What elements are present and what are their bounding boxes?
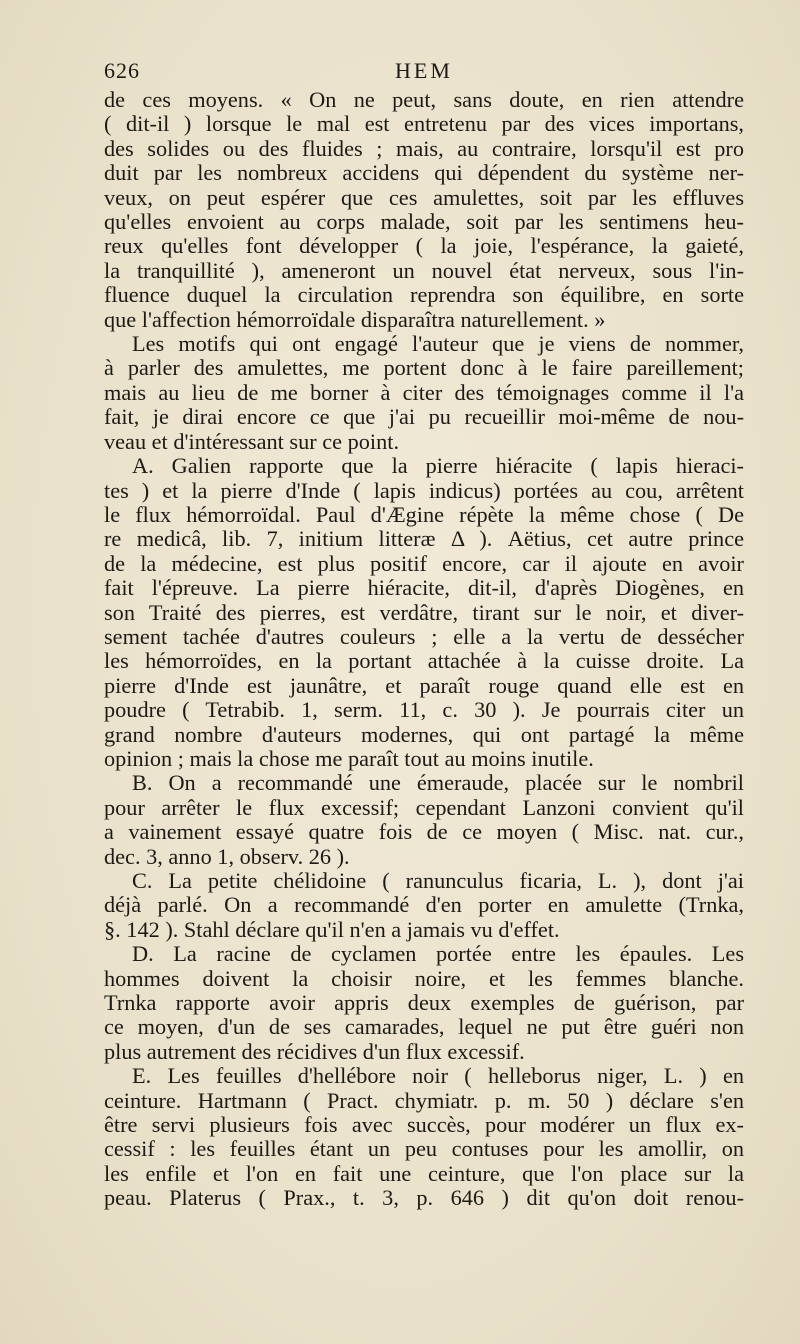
text-line: veau et d'intéressant sur ce point. [104, 428, 400, 454]
text-line: grand nombre d'auteurs modernes, qui ont partagé la même [104, 721, 744, 747]
text-line: que l'affection hémorroïdale disparaîtra naturellement. » [104, 306, 606, 332]
text-line: pierre d'Inde est jaunâtre, et paraît rouge quand elle est en [104, 672, 744, 698]
text-line: Trnka rapporte avoir appris deux exemples de guérison, par [104, 990, 744, 1016]
text-line: déjà parlé. On a recommandé d'en porter en amulette (Trnka, [104, 892, 744, 918]
text-line: §. 142 ). Stahl déclare qu'il n'en a jamais vu d'effet. [104, 916, 560, 942]
page-header [104, 58, 744, 88]
text-line: A. Galien rapporte que la pierre hiéracite ( lapis hieraci- [132, 453, 744, 479]
text-line: ( dit-il ) lorsque le mal est entretenu par des vices importans, [104, 111, 744, 137]
text-line: reux qu'elles font développer ( la joie, l'espérance, la gaieté, [104, 233, 744, 259]
text-line: opinion ; mais la chose me paraît tout au moins inutile. [104, 745, 594, 771]
text-line: la tranquillité ), ameneront un nouvel état nerveux, sous l'in- [104, 257, 744, 283]
text-line: veux, on peut espérer que ces amulettes, soit par les effluves [104, 184, 744, 210]
text-line: ceinture. Hartmann ( Pract. chymiatr. p. m. 50 ) déclare s'en [104, 1087, 744, 1113]
running-head: HEM [395, 58, 453, 83]
text-line: qu'elles envoient au corps malade, soit par les sentimens heu- [104, 209, 744, 235]
text-line: le flux hémorroïdal. Paul d'Ægine répète la même chose ( De [104, 501, 744, 527]
text-line: ce moyen, d'un de ses camarades, lequel ne put être guéri non [104, 1014, 744, 1040]
text-line: dec. 3, anno 1, observ. 26 ). [104, 843, 350, 869]
text-line: B. On a recommandé une émeraude, placée sur le nombril [132, 770, 744, 796]
text-line: être servi plusieurs fois avec succès, pour modérer un flux ex- [104, 1112, 744, 1138]
text-line: Les motifs qui ont engagé l'auteur que je viens de nommer, [132, 331, 744, 357]
text-line: les enfile et l'on en fait une ceinture, que l'on place sur la [104, 1160, 744, 1186]
text-line: E. Les feuilles d'hellébore noir ( helleborus niger, L. ) en [132, 1063, 744, 1089]
text-line: les hémorroïdes, en la portant attachée à la cuisse droite. La [104, 648, 744, 674]
text-line: de la médecine, est plus positif encore, car il ajoute en avoir [104, 550, 744, 576]
text-line: tes ) et la pierre d'Inde ( lapis indicus) portées au cou, arrêtent [104, 477, 744, 503]
text-line: cessif : les feuilles étant un peu contuses pour les amollir, on [104, 1136, 744, 1162]
text-line: re medicâ, lib. 7, initium litteræ Δ ). Aëtius, cet autre prince [104, 526, 744, 552]
text-line: D. La racine de cyclamen portée entre les épaules. Les [132, 941, 744, 967]
text-line: fluence duquel la circulation reprendra son équilibre, en sorte [104, 282, 744, 308]
text-line: hommes doivent la choisir noire, et les femmes blanche. [104, 965, 744, 991]
text-line: peau. Platerus ( Prax., t. 3, p. 646 ) dit qu'on doit renou- [104, 1185, 744, 1211]
body-text [104, 88, 744, 1211]
text-line: mais au lieu de me borner à citer des témoignages comme il l'a [104, 379, 744, 405]
text-line: duit par les nombreux accidens qui dépendent du système ner- [104, 160, 744, 186]
text-line: a vainement essayé quatre fois de ce moyen ( Misc. nat. cur., [104, 819, 744, 845]
text-line: poudre ( Tetrabib. 1, serm. 11, c. 30 ). Je pourrais citer un [104, 697, 744, 723]
text-line: plus autrement des récidives d'un flux excessif. [104, 1038, 525, 1064]
text-line: pour arrêter le flux excessif; cependant Lanzoni convient qu'il [104, 794, 744, 820]
page-number: 626 [104, 58, 140, 83]
text-line: à parler des amulettes, me portent donc à le faire pareillement; [104, 355, 744, 381]
text-line: fait, je dirai encore ce que j'ai pu recueillir moi-même de nou- [104, 404, 744, 430]
text-line: de ces moyens. « On ne peut, sans doute, en rien attendre [104, 87, 744, 112]
text-line: fait l'épreuve. La pierre hiéracite, dit-il, d'après Diogènes, en [104, 575, 744, 601]
text-line: des solides ou des fluides ; mais, au contraire, lorsqu'il est pro [104, 135, 744, 161]
text-line: C. La petite chélidoine ( ranunculus ficaria, L. ), dont j'ai [132, 868, 744, 893]
text-line: son Traité des pierres, est verdâtre, tirant sur le noir, et diver- [104, 599, 744, 625]
text-line: sement tachée d'autres couleurs ; elle a la vertu de dessécher [104, 623, 744, 649]
